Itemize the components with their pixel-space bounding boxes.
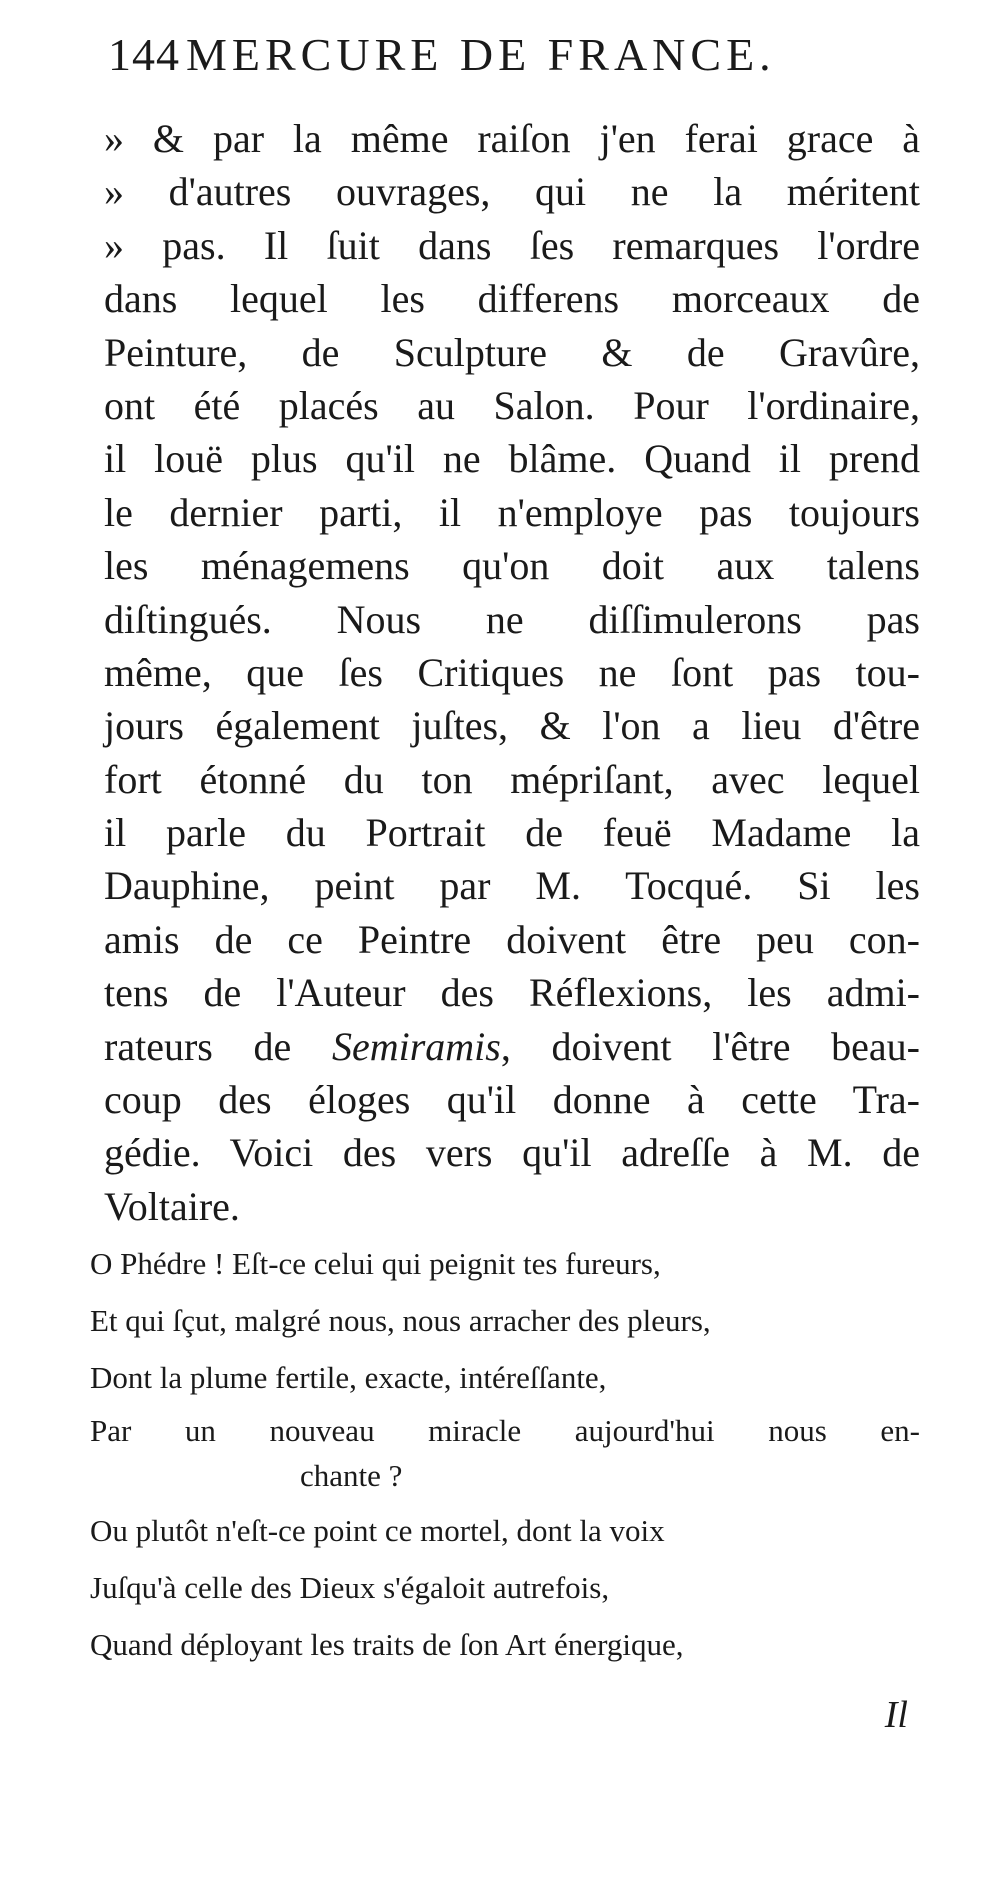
- prose-line: tens de l'Auteur des Réflexions, les admi-: [104, 970, 920, 1016]
- prose-line: jours également juſtes, & l'on a lieu d'être: [104, 703, 920, 749]
- prose-line: amis de ce Peintre doivent être peu con-: [104, 916, 920, 962]
- verse-block: [90, 1235, 920, 1673]
- verse-line: O Phédre ! Eſt-ce celui qui peignit tes fureurs,: [90, 1246, 661, 1281]
- prose-line: dans lequel les differens morceaux de: [104, 276, 920, 322]
- italic-title-semiramis: Semiramis: [331, 1023, 501, 1069]
- running-head: MERCURE DE FRANCE.: [186, 29, 776, 80]
- page-number: 144: [108, 29, 180, 80]
- prose-line: Voltaire.: [104, 1183, 240, 1229]
- prose-line: il parle du Portrait de feuë Madame la: [104, 810, 920, 856]
- page-header: [108, 28, 878, 98]
- prose-line: » d'autres ouvrages, qui ne la méritent: [104, 169, 920, 215]
- verse-line: Dont la plume fertile, exacte, intéreſſante,: [90, 1360, 607, 1395]
- prose-line: le dernier parti, il n'employe pas toujours: [104, 489, 920, 535]
- prose-line: ont été placés au Salon. Pour l'ordinaire,: [104, 382, 920, 428]
- verse-line-continuation: chante ?: [300, 1458, 403, 1493]
- prose-body: [104, 112, 920, 1233]
- prose-line: fort étonné du ton mépriſant, avec lequel: [104, 756, 920, 802]
- verse-line: Et qui ſçut, malgré nous, nous arracher des pleurs,: [90, 1303, 711, 1338]
- verse-line: Ou plutôt n'eſt-ce point ce mortel, dont la voix: [90, 1513, 665, 1548]
- prose-line-semiramis: [104, 1020, 920, 1073]
- prose-line: les ménagemens qu'on doit aux talens: [104, 543, 920, 589]
- verse-line: Par un nouveau miracle aujourd'hui nous en-: [90, 1413, 920, 1448]
- prose-text: rateurs de: [104, 1023, 332, 1069]
- prose-line: même, que ſes Critiques ne ſont pas tou-: [104, 649, 920, 695]
- prose-line: » pas. Il ſuit dans ſes remarques l'ordre: [104, 222, 920, 268]
- prose-text: , doivent l'être beau-: [500, 1023, 920, 1069]
- verse-line: Quand déployant les traits de ſon Art énergique,: [90, 1627, 684, 1662]
- prose-line: diſtingués. Nous ne diſſimulerons pas: [104, 596, 920, 642]
- prose-line: coup des éloges qu'il donne à cette Tra-: [104, 1077, 920, 1123]
- prose-line: Dauphine, peint par M. Tocqué. Si les: [104, 863, 920, 909]
- prose-line: gédie. Voici des vers qu'il adreſſe à M. de: [104, 1130, 920, 1176]
- prose-line: Peinture, de Sculpture & de Gravûre,: [104, 329, 920, 375]
- verse-line: Juſqu'à celle des Dieux s'égaloit autrefois,: [90, 1570, 610, 1605]
- prose-line: il louë plus qu'il ne blâme. Quand il prend: [104, 436, 920, 482]
- prose-line: » & par la même raiſon j'en ferai grace à: [104, 116, 920, 161]
- catchword: Il: [884, 1694, 908, 1736]
